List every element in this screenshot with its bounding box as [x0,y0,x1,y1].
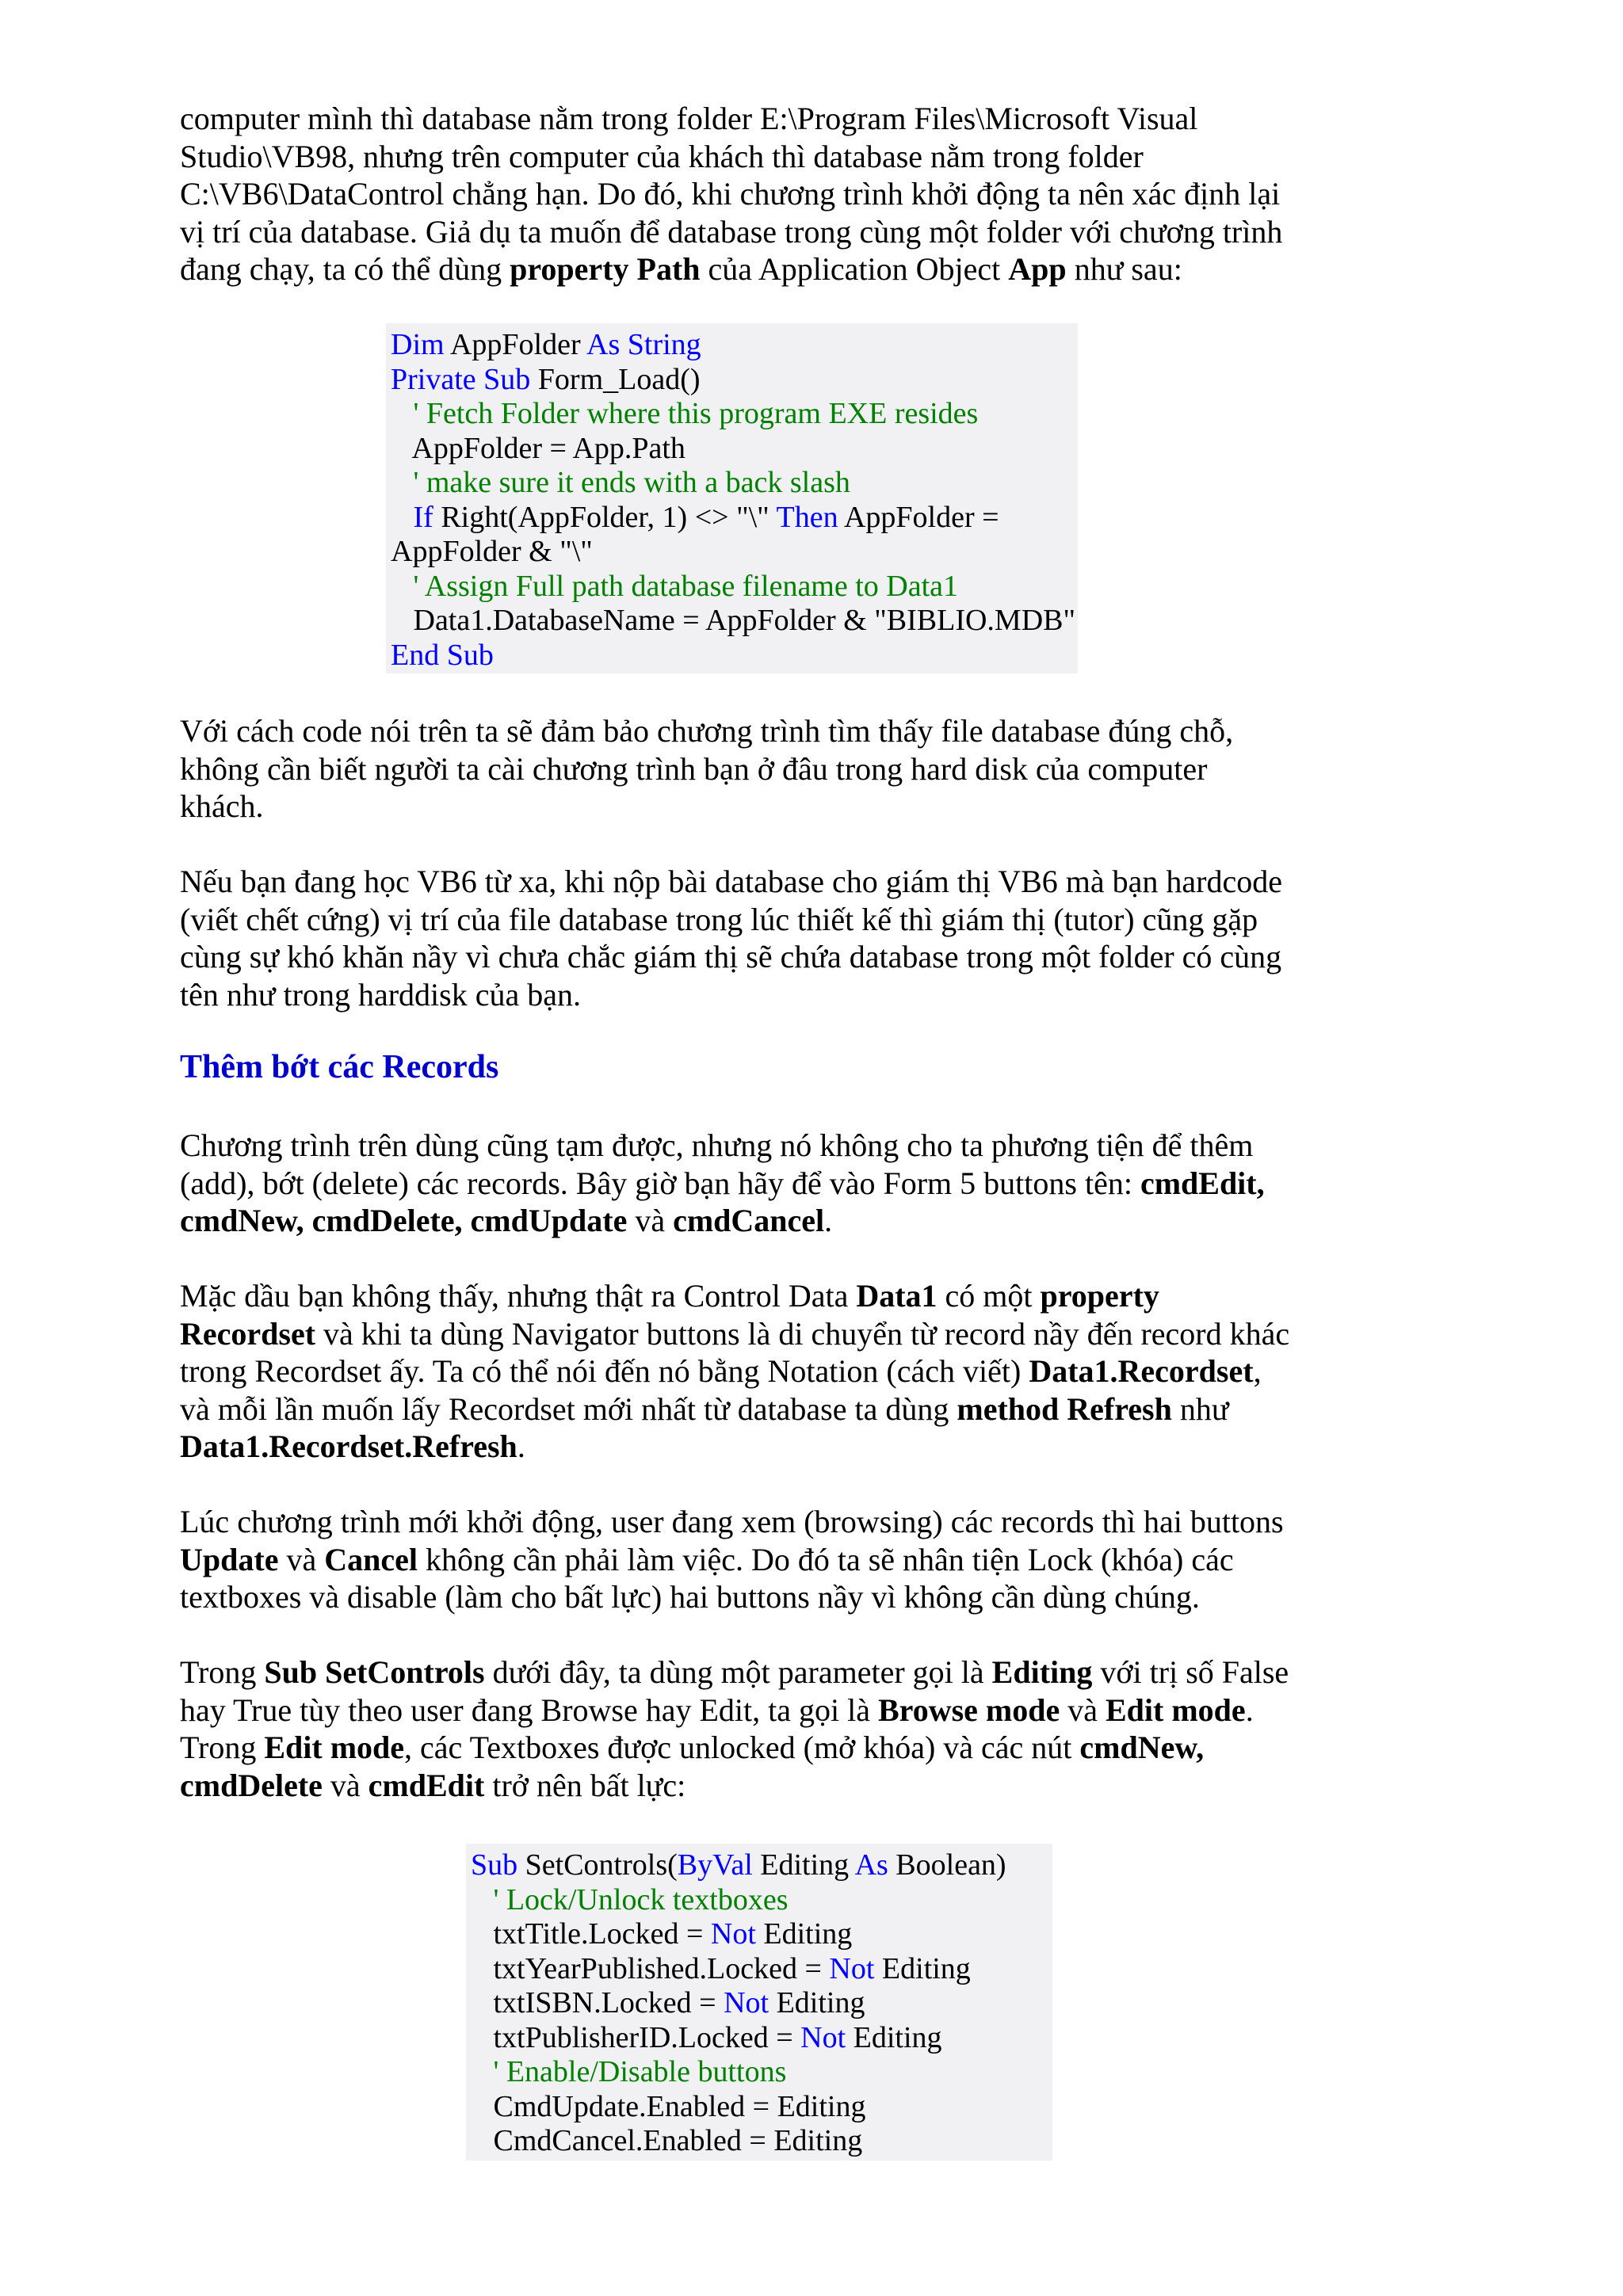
code-line [391,501,1073,536]
text-run: và mỗi lần muốn lấy Recordset mới nhất từ database ta dùng [180,1390,957,1427]
code-text: txtTitle.Locked = [471,1917,711,1951]
code-text: SetControls( [517,1848,678,1882]
bold-term: Update [180,1541,279,1577]
text-line: khách. [180,788,264,824]
text-line [180,1315,1345,1353]
code-text: Right(AppFolder, 1) <> "\" [433,500,777,534]
keyword: As String [586,328,701,361]
bold-term: property Path [510,251,701,287]
code-text: AppFolder [444,328,587,361]
text-run: và khi ta dùng Navigator buttons là di chuyển từ record nầy đến record khác [315,1315,1290,1352]
text-run: như sau: [1066,251,1182,287]
bold-term: Editing [991,1654,1093,1690]
text-line: Studio\VB98, nhưng trên computer của khách thì database nằm trong folder [180,138,1144,174]
keyword: As [854,1848,888,1882]
text-run: không cần phải làm việc. Do đó ta sẽ nhân tiện Lock (khóa) các [417,1541,1234,1577]
code-text: txtYearPublished.Locked = [471,1951,830,1985]
text-line [180,1277,1345,1315]
text-line [180,1202,1345,1240]
code-text: Form_Load() [530,362,701,396]
code-text: Editing [752,1848,855,1882]
text-run: Trong [180,1730,265,1765]
bold-term: cmdEdit, [1140,1165,1265,1201]
text-line: Nếu bạn đang học VB6 từ xa, khi nộp bài database cho giám thị VB6 mà bạn hardcode [180,864,1282,899]
keyword: Dim [391,328,445,361]
paragraph-app-path-intro [180,100,1345,288]
keyword: Sub [471,1848,518,1882]
text-run: với trị số False [1092,1654,1289,1690]
text-run: Mặc dầu bạn không thấy, nhưng thật ra Control Data [180,1278,857,1314]
keyword: End Sub [391,638,494,672]
bold-term: Data1.Recordset [1029,1353,1254,1389]
text-run: . [824,1203,833,1238]
text-run: . [1245,1691,1254,1728]
text-run: trong Recordset ấy. Ta có thể nói đến nó bằng Notation (cách viết) [180,1353,1029,1389]
text-line [180,1653,1345,1691]
code-block-setcontrols [466,1844,1052,2161]
code-text: Editing [846,2020,942,2054]
text-run: và [1060,1691,1106,1728]
bold-term: Browse mode [877,1691,1060,1728]
code-line [471,1917,1048,1952]
bold-term: Data1 [856,1278,938,1314]
paragraph-code-explanation [180,712,1345,826]
text-run: như [1171,1390,1229,1427]
text-run: hay True tùy theo user đang Browse hay Edit, ta gọi là [180,1691,878,1728]
keyword: If [413,500,433,534]
bold-term: property [1040,1278,1159,1314]
code-comment: ' Lock/Unlock textboxes [471,1882,789,1917]
code-comment: ' Fetch Folder where this program EXE resides [391,397,979,430]
text-line [180,1691,1345,1730]
text-line [180,1767,1345,1805]
bold-term: cmdEdit [368,1767,485,1803]
bold-term: Recordset [180,1315,316,1352]
text-run: đang chạy, ta có thể dùng [180,251,510,287]
text-line: cùng sự khó khăn nầy vì chưa chắc giám thị sẽ chứa database trong một folder có cùng [180,939,1282,974]
text-run: có một [937,1278,1041,1314]
text-line [180,1165,1345,1203]
code-text: AppFolder = [838,500,999,534]
text-run: , [1253,1353,1262,1389]
bold-term: cmdNew, cmdDelete, cmdUpdate [180,1203,628,1238]
text-line: không cần biết người ta cài chương trình bạn ở đâu trong hard disk của computer [180,750,1208,787]
text-line: (viết chết cứng) vị trí của file database trong lúc thiết kế thì giám thị (tutor) cũng gặp [180,901,1258,937]
text-line: textboxes và disable (làm cho bất lực) hai buttons nầy vì không cần dùng chúng. [180,1579,1200,1615]
text-run: trở nên bất lực: [484,1767,686,1803]
keyword: Not [800,2020,846,2054]
code-text: Editing [755,1917,853,1951]
code-block-form-load [386,323,1078,673]
text-run: dưới đây, ta dùng một parameter gọi là [484,1654,992,1690]
keyword: Not [724,1986,769,2019]
text-line [180,1390,1345,1428]
text-line: computer mình thì database nằm trong folder E:\Program Files\Microsoft Visual [180,101,1198,136]
bold-term: Data1.Recordset.Refresh [180,1428,517,1464]
text-line [180,1352,1345,1390]
code-line [391,328,1073,363]
bold-term: method Refresh [957,1390,1172,1427]
text-run: và [627,1203,674,1238]
text-run: và [322,1767,369,1803]
code-line [471,1952,1048,1987]
code-text [391,501,414,534]
code-text: Editing [874,1951,971,1985]
text-line: tên như trong harddisk của bạn. [180,976,581,1013]
text-run: . [517,1428,525,1464]
section-heading: Thêm bớt các Records [180,1049,499,1085]
code-text: txtPublisherID.Locked = [471,2020,801,2054]
bold-term: App [1008,251,1067,287]
text-line [180,1541,1345,1579]
text-run: và [278,1541,325,1577]
code-line: Data1.DatabaseName = AppFolder & "BIBLIO.MDB" [391,604,1076,637]
code-comment: ' Enable/Disable buttons [471,2055,787,2088]
code-line [471,2021,1048,2056]
paragraph-add-buttons [180,1127,1345,1240]
code-line [471,1848,1048,1883]
keyword: Then [776,500,838,534]
code-line: CmdUpdate.Enabled = Editing [471,2089,866,2123]
paragraph-setcontrols [180,1653,1345,1804]
text-line: Chương trình trên dùng cũng tạm được, nhưng nó không cho ta phương tiện để thêm [180,1127,1254,1163]
bold-term: Sub SetControls [264,1654,485,1690]
text-line: Với cách code nói trên ta sẽ đảm bảo chương trình tìm thấy file database đúng chỗ, [180,713,1234,749]
code-line: CmdCancel.Enabled = Editing [471,2124,863,2157]
text-run: (add), bớt (delete) các records. Bây giờ bạn hãy để vào Form 5 buttons tên: [180,1165,1140,1201]
keyword: Not [829,1951,875,1985]
bold-term: cmdCancel [673,1203,825,1238]
code-line: AppFolder & "\" [391,535,593,568]
code-text: Editing [769,1986,865,2019]
bold-term: cmdNew, [1079,1730,1205,1765]
bold-term: cmdDelete [180,1767,323,1803]
bold-term: Edit mode [1106,1691,1246,1728]
text-line: C:\VB6\DataControl chẳng hạn. Do đó, khi chương trình khởi động ta nên xác định lại [180,176,1281,212]
code-line [471,1986,1048,2021]
text-run: Trong [180,1654,265,1690]
code-line: AppFolder = App.Path [391,431,685,465]
text-line [180,1729,1345,1767]
paragraph-browse-startup [180,1503,1345,1616]
code-line [391,363,1073,398]
text-line [180,1428,1345,1466]
text-line: vị trí của database. Giả dụ ta muốn để database trong cùng một folder với chương trình [180,213,1283,250]
code-text: Boolean) [888,1848,1006,1882]
code-comment: ' Assign Full path database filename to Data1 [391,569,959,603]
text-line: Lúc chương trình mới khởi động, user đang xem (browsing) các records thì hai buttons [180,1504,1284,1539]
code-comment: ' make sure it ends with a back slash [391,466,850,499]
bold-term: Edit mode [264,1730,405,1765]
text-line [180,250,1345,288]
paragraph-recordset [180,1277,1345,1466]
code-text: txtISBN.Locked = [471,1986,724,2019]
keyword: Not [710,1917,756,1951]
text-run: của Application Object [700,251,1009,287]
bold-term: Cancel [324,1541,418,1577]
keyword: ByVal [677,1848,753,1882]
keyword: Private Sub [391,362,531,396]
text-run: , các Textboxes được unlocked (mở khóa) và các nút [404,1730,1080,1765]
paragraph-remote-learning [180,863,1345,1013]
